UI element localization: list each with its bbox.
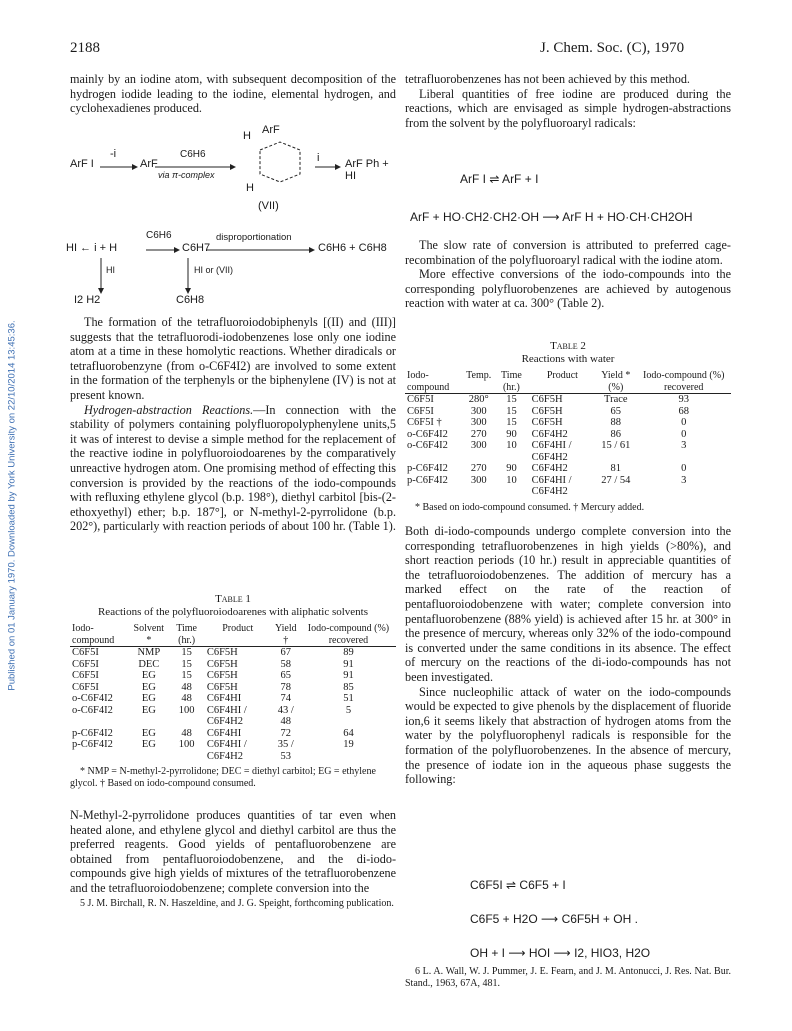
right-column-lower bbox=[405, 524, 731, 787]
right-paragraph-6: Since nucleophilic attack of water on the iodo-compounds would be expected to give phenols by the displacement of fluoride ion,6 it seems likely that abstraction of hydrogen atoms from the water by the polyfluorophenyl radicals is responsible for the formation of the polyfluorobenzenes. In the absence of mercury, the presence of iodate ion in the aqueous phase suggests the following: bbox=[405, 684, 731, 787]
t2-header: Iodo-compound (%) recovered bbox=[643, 370, 725, 393]
table-row bbox=[405, 463, 731, 475]
t1-cell: EG bbox=[141, 727, 156, 739]
table-1-footnote: * NMP = N-methyl-2-pyrrolidone; DEC = diethyl carbitol; EG = ethylene glycol. † Based on iodo-compound consumed. bbox=[70, 766, 376, 789]
t2-cell: 3 bbox=[681, 440, 687, 451]
t2-cell: 15 / 61 bbox=[601, 440, 631, 451]
t2-cell: o-C6F4I2 bbox=[407, 440, 448, 451]
right-paragraph-4: More effective conversions of the iodo-compounds into the corresponding polyfluorobenzenes are achieved by autogenous reaction with water at ca. 300° (Table 2). bbox=[405, 267, 731, 311]
scheme-disproportionation bbox=[66, 230, 400, 310]
t1-cell: 78 bbox=[280, 681, 292, 693]
table-1-label: Table 1 bbox=[215, 593, 251, 605]
equation-5: OH + I ⟶ HOI ⟶ I2, HIO3, H2O bbox=[470, 946, 651, 960]
t1-cell: C6F5I bbox=[72, 670, 99, 681]
table-row bbox=[70, 739, 396, 762]
table-1-grid bbox=[70, 623, 396, 762]
scheme1-minus-i: -i bbox=[110, 148, 117, 160]
scheme1-c6h6: C6H6 bbox=[180, 149, 206, 160]
scheme1-arfi: ArF I bbox=[70, 158, 94, 170]
table-row bbox=[405, 429, 731, 441]
scheme2-disp: disproportionation bbox=[216, 232, 292, 243]
table-row bbox=[405, 394, 731, 406]
t2-header: Product bbox=[546, 370, 578, 381]
t2-header: Time (hr.) bbox=[501, 370, 522, 393]
footnote-6-block bbox=[405, 966, 731, 989]
t2-cell: C6F5H bbox=[531, 405, 563, 417]
scheme-aryl-radical bbox=[70, 122, 400, 217]
scheme1-product: ArF Ph + HI bbox=[345, 158, 389, 182]
t2-cell: C6F5H bbox=[531, 417, 563, 428]
right-column-top bbox=[405, 72, 731, 130]
t2-cell: 0 bbox=[681, 463, 687, 474]
t1-cell: C6F5I bbox=[72, 658, 99, 670]
t2-cell: C6F4HI / C6F4H2 bbox=[531, 440, 572, 463]
t1-cell: 91 bbox=[343, 670, 354, 681]
t1-cell: C6F4HI bbox=[206, 727, 242, 739]
t1-cell: 15 bbox=[181, 670, 192, 681]
t1-cell: C6F5I bbox=[72, 647, 99, 658]
table-row bbox=[70, 728, 396, 740]
t2-cell: C6F5I † bbox=[407, 417, 442, 428]
t2-cell: 10 bbox=[506, 474, 517, 486]
t2-cell: o-C6F4I2 bbox=[407, 428, 448, 440]
equation-2: ArF + HO·CH2·CH2·OH ⟶ ArF H + HO·CH·CH2OH bbox=[410, 210, 693, 224]
t2-cell: 270 bbox=[470, 463, 487, 474]
t1-cell: 51 bbox=[343, 693, 354, 704]
t1-cell: 35 / 53 bbox=[277, 739, 294, 762]
scheme1-h-bottom: H bbox=[246, 182, 254, 194]
scheme2-hi: HI bbox=[106, 265, 115, 275]
right-paragraph-1: tetrafluorobenzenes has not been achieved by this method. bbox=[405, 72, 690, 86]
left-paragraph-4: N-Methyl-2-pyrrolidone produces quantities of tar even when heated alone, and ethylene glycol and diethyl carbitol are thus the preferred reagents. Good yields of pentafluorobenzene are obtained from pentafluoroiodobenzene, and the di-iodo-compounds give high yields of mixtures of the tetrafluorobenzene and the tetrafluoroiodobenzene; complete conversion into the bbox=[70, 808, 396, 895]
footnote-5: 5 J. M. Birchall, R. N. Haszeldine, and J. G. Speight, forthcoming publication. bbox=[80, 897, 394, 909]
table-2-body bbox=[405, 394, 731, 498]
t1-cell: 100 bbox=[178, 739, 195, 750]
t2-cell: 10 bbox=[506, 440, 517, 451]
table-row bbox=[405, 417, 731, 429]
footnote-6: 6 L. A. Wall, W. J. Pummer, J. E. Fearn, and J. M. Antonucci, J. Res. Nat. Bur. Stand., 1963, 67A, 481. bbox=[405, 966, 731, 989]
t2-cell: 15 bbox=[506, 417, 517, 428]
table-2-footnote: * Based on iodo-compound consumed. † Mercury added. bbox=[415, 501, 645, 513]
t2-cell: 93 bbox=[678, 394, 689, 405]
t1-cell: 5 bbox=[345, 704, 352, 716]
download-watermark bbox=[2, 150, 20, 870]
table-2-grid bbox=[405, 370, 731, 498]
t2-cell: 15 bbox=[506, 394, 517, 405]
t1-cell: o-C6F4I2 bbox=[72, 704, 113, 716]
table-row bbox=[405, 475, 731, 498]
scheme2-i2h2: I2 H2 bbox=[74, 294, 101, 306]
right-paragraph-3: The slow rate of conversion is attributed to preferred cage-recombination of the polyfluoroaryl radical with the iodine atom. bbox=[405, 238, 731, 267]
t1-header: Product bbox=[222, 623, 254, 634]
equation-4: C6F5 + H2O ⟶ C6F5H + OH . bbox=[470, 912, 638, 926]
scheme2-products: C6H6 + C6H8 bbox=[318, 242, 387, 254]
t1-cell: 15 bbox=[181, 658, 192, 670]
t1-cell: EG bbox=[141, 693, 156, 704]
t2-cell: 90 bbox=[506, 463, 517, 474]
t2-cell: 86 bbox=[610, 428, 622, 440]
left-column-top bbox=[70, 72, 396, 116]
t2-cell: 300 bbox=[470, 474, 487, 486]
journal-title: J. Chem. Soc. (C), 1970 bbox=[540, 40, 685, 56]
t1-cell: C6F5H bbox=[206, 681, 238, 693]
t1-cell: 58 bbox=[280, 658, 292, 670]
scheme2-c6h7: C6H7 bbox=[182, 242, 211, 254]
t1-cell: EG bbox=[141, 681, 156, 693]
scheme1-via: via π-complex bbox=[158, 170, 215, 180]
t2-cell: 0 bbox=[681, 428, 687, 440]
scheme2-hi-or: HI or (VII) bbox=[194, 265, 234, 275]
t1-cell: EG bbox=[141, 704, 156, 716]
t1-cell: 65 bbox=[280, 670, 292, 681]
equation-3: C6F5I ⇌ C6F5 + I bbox=[470, 878, 566, 892]
t2-cell: C6F5I bbox=[407, 405, 434, 417]
equation-1: ArF I ⇌ ArF + I bbox=[460, 172, 539, 186]
t2-cell: p-C6F4I2 bbox=[407, 463, 448, 474]
t1-cell: 19 bbox=[343, 739, 354, 750]
right-paragraph-5: Both di-iodo-compounds undergo complete conversion into the corresponding tetrafluorobenzenes in high yields (>80%), and short reaction periods (10 hr.) result in appreciable quantities of the tetrafluoroiodobenzenes. The addition of mercury has a marked effect on the rate of the reaction of pentafluoroiodobenzene with water; complete conversion into pentafluorobenzene (88% yield) is achieved after 15 hr. at 300° in the presence of mercury, whereas only 32% of the iodo-compound is converted under the same conditions in its absence. The effect of mercury on the reactions of the di-iodo-compounds has not been investigated. bbox=[405, 524, 731, 684]
left-paragraph-1: mainly by an iodine atom, with subsequent decomposition of the hydrogen iodide leading to the iodine, elemental hydrogen, and cyclohexadienes produced. bbox=[70, 72, 396, 116]
t2-cell: Trace bbox=[604, 394, 628, 405]
scheme1-h-top: H bbox=[243, 130, 251, 142]
t2-cell: p-C6F4I2 bbox=[407, 474, 448, 486]
t1-cell: 67 bbox=[280, 647, 292, 658]
t1-header: Time (hr.) bbox=[176, 623, 197, 646]
t2-cell: C6F5H bbox=[531, 394, 563, 405]
table-2 bbox=[405, 340, 731, 513]
t1-cell: 85 bbox=[343, 681, 354, 693]
scheme1-arf-top: ArF bbox=[262, 124, 280, 136]
t1-cell: 89 bbox=[343, 647, 354, 658]
t1-cell: 74 bbox=[280, 693, 292, 704]
table-1-caption: Reactions of the polyfluoroiodoarenes with aliphatic solvents bbox=[97, 606, 369, 618]
table-row bbox=[70, 659, 396, 671]
t1-cell: p-C6F4I2 bbox=[72, 739, 113, 750]
t2-cell: 27 / 54 bbox=[601, 474, 631, 486]
t2-cell: C6F4HI / C6F4H2 bbox=[531, 474, 572, 497]
t1-cell: 48 bbox=[181, 693, 192, 704]
t2-cell: 300 bbox=[470, 417, 487, 428]
t1-header: Yield † bbox=[274, 623, 297, 646]
t1-cell: 100 bbox=[178, 704, 195, 716]
t2-cell: 81 bbox=[610, 463, 622, 474]
t1-cell: 48 bbox=[181, 681, 192, 693]
t1-cell: C6F4HI / C6F4H2 bbox=[206, 739, 247, 762]
table-1 bbox=[70, 593, 396, 789]
t2-cell: C6F4H2 bbox=[531, 428, 568, 440]
t1-cell: C6F5H bbox=[206, 658, 238, 670]
table-row bbox=[70, 693, 396, 705]
t1-header: Solvent * bbox=[133, 623, 165, 646]
t2-cell: 90 bbox=[506, 428, 517, 440]
table-row bbox=[70, 705, 396, 728]
left-column-bottom bbox=[70, 808, 396, 909]
watermark-text: Published on 01 January 1970. Downloaded by York University on 22/10/2014 13:45:36. bbox=[6, 320, 18, 691]
table-1-body bbox=[70, 647, 396, 763]
table-row bbox=[405, 406, 731, 418]
scheme2-c6h8: C6H8 bbox=[176, 294, 205, 306]
t1-cell: 43 / 48 bbox=[277, 704, 294, 727]
right-paragraph-2: Liberal quantities of free iodine are produced during the reactions, which are envisaged as simple hydrogen-abstractions from the solvent by the polyfluoroaryl radicals: bbox=[405, 86, 731, 130]
t2-cell: 15 bbox=[506, 405, 517, 417]
t2-cell: 270 bbox=[470, 428, 487, 440]
t2-header: Iodo-compound bbox=[407, 370, 450, 393]
table-row bbox=[70, 647, 396, 659]
t1-cell: 15 bbox=[181, 647, 192, 658]
t2-header: Yield * (%) bbox=[601, 370, 631, 393]
t2-cell: 300 bbox=[470, 440, 487, 451]
table-row bbox=[405, 440, 731, 463]
table-row bbox=[70, 670, 396, 682]
left-paragraph-3: —In connection with the stability of polymers containing polyfluoropolyphenylene units,5 it was of interest to devise a simple method for the replacement of the reactive iodine in polyfluoroiodoarenes by the comparatively unreactive hydrogen atom. One promising method of effecting this conversion is provided by the reactions of the iodo-compounds with refluxing ethylene glycol (b.p. 198°), diethyl carbitol [bis-(2-ethoxyethyl) ether; b.p. 187°], or N-methyl-2-pyrrolidone (b.p. 202°), particularly with reaction periods of about 100 hr. (Table 1). bbox=[70, 402, 396, 534]
scheme1-arf-radical: ArF bbox=[140, 158, 158, 170]
scheme2-c6h6-label: C6H6 bbox=[146, 230, 172, 241]
left-column-middle bbox=[70, 315, 396, 534]
right-column-middle bbox=[405, 238, 731, 311]
t2-cell: 0 bbox=[681, 417, 687, 428]
page-number: 2188 bbox=[70, 40, 100, 56]
table-2-caption: Reactions with water bbox=[521, 353, 615, 365]
t2-header: Temp. bbox=[466, 370, 492, 381]
table-2-label: Table 2 bbox=[550, 340, 586, 352]
scheme1-label: (VII) bbox=[258, 200, 279, 212]
left-paragraph-2: The formation of the tetrafluoroiodobiphenyls [(II) and (III)] suggests that the tetrafluorodi-iodobenzenes lose only one iodine atom at a time in these homolytic reactions. Whether diradicals or tetrafluorobenzyne (from o-C6F4I2) are involved to some extent in the formation of the terphenyls or the biphenylene (IV) is not at present known. bbox=[70, 315, 396, 402]
t1-cell: 48 bbox=[181, 727, 192, 739]
t1-cell: C6F4HI bbox=[206, 693, 242, 704]
table-row bbox=[70, 682, 396, 694]
t1-cell: C6F5H bbox=[206, 647, 238, 658]
t1-cell: NMP bbox=[137, 647, 161, 658]
t2-cell: C6F5I bbox=[407, 394, 434, 405]
t1-cell: 64 bbox=[343, 727, 354, 739]
t2-cell: 300 bbox=[470, 405, 487, 417]
t2-cell: 65 bbox=[610, 405, 622, 417]
scheme1-i: i bbox=[317, 152, 320, 164]
t2-cell: 280° bbox=[468, 394, 489, 405]
t1-cell: p-C6F4I2 bbox=[72, 727, 113, 739]
t1-cell: EG bbox=[141, 670, 156, 681]
t2-cell: C6F4H2 bbox=[531, 463, 568, 474]
t1-cell: DEC bbox=[138, 658, 160, 670]
t1-cell: C6F5H bbox=[206, 670, 238, 681]
t1-cell: C6F4HI / C6F4H2 bbox=[206, 704, 247, 727]
t1-cell: C6F5I bbox=[72, 681, 99, 693]
t2-cell: 88 bbox=[610, 417, 622, 428]
scheme2-start: HI ← i + H bbox=[66, 242, 118, 254]
t1-cell: o-C6F4I2 bbox=[72, 693, 113, 704]
t1-cell: EG bbox=[141, 739, 156, 750]
t1-cell: 72 bbox=[280, 727, 292, 739]
t1-header: Iodo-compound (%) recovered bbox=[307, 623, 390, 646]
t1-header: Iodo-compound bbox=[72, 623, 115, 646]
t2-cell: 68 bbox=[678, 405, 689, 417]
t1-cell: 91 bbox=[343, 658, 354, 670]
section-heading: Hydrogen-abstraction Reactions. bbox=[84, 402, 254, 417]
t2-cell: 3 bbox=[681, 474, 687, 486]
